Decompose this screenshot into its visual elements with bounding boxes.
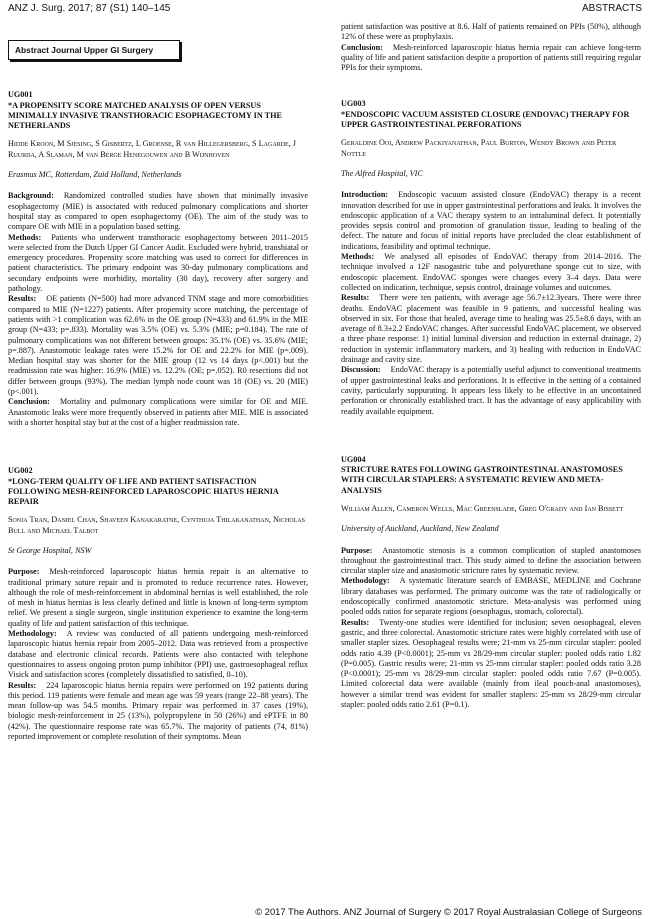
copyright-footer: © 2017 The Authors. ANZ Journal of Surgery © 2017 Royal Australasian College of Surgeons — [255, 906, 642, 917]
paragraph-label: Methods: — [341, 252, 375, 262]
left-column — [8, 40, 308, 762]
abstract-affiliation: The Alfred Hospital, VIC — [341, 168, 423, 178]
abstract-id: UG004 — [341, 454, 366, 464]
paragraph-label: Results: — [341, 293, 370, 303]
paragraph-label: Purpose: — [8, 567, 40, 577]
abstract-ug004 — [341, 455, 641, 711]
paragraph-text: Endoscopic vacuum assisted closure (EndoVAC) therapy is a recent innovation described for use in upper gastrointestinal perforations and leaks. It involves the endoscopic application of a VAC therapy system to an intraluminal defect. It potentially provides sepsis control and promotion of granulation tissue, leading to healing of the defect. The nature and focus of initial reports have precluded the clear establishment of indications, feasibility and optimal technique. — [341, 190, 641, 251]
abstract-id: UG003 — [341, 99, 366, 109]
section-title-box: Abstract Journal Upper GI Surgery — [8, 40, 180, 60]
paragraph-text: Mesh-reinforced laparoscopic hiatus hernia repair can achieve long-term quality of life and patient satisfaction despite a proportion of patients still requiring regular PPIs for their symptoms. — [341, 42, 641, 73]
paragraph-label: Purpose: — [341, 545, 373, 555]
abstract-ug001 — [8, 90, 308, 428]
paragraph-label: Conclusion: — [341, 42, 383, 52]
abstract-paragraph — [341, 190, 641, 252]
abstract-paragraph — [8, 567, 308, 629]
abstract-ug002-continued — [341, 22, 641, 73]
abstract-paragraph — [8, 191, 308, 232]
journal-section-title: ABSTRACTS — [581, 3, 642, 14]
abstract-ug003 — [341, 99, 641, 416]
paragraph-text: A review was conducted of all patients undergoing mesh-reinforced laparoscopic hiatus hernia repair from 2005–2012. Data was retrieved from a prospective database and electronic clinical records. Patients were also contacted with telephone questionnaires to assess ongoing proton pump inhibitor (PPI) use, gastroesophageal reflux Visick and satisfaction scores (completely dissatisfied to satisfied, 0–10). — [8, 629, 308, 680]
paragraph-text: Mortality and pulmonary complications were similar for OE and MIE. Anastomotic leaks were more frequently observed in patients after MIE. MIE is associated with a shorter hospital stay but at the cost of a higher readmission rate. — [8, 397, 308, 427]
paragraph-label: Results: — [341, 617, 370, 627]
abstract-id: UG001 — [8, 90, 33, 100]
paragraph-text: EndoVAC therapy is a potentially useful adjunct to conventional treatments of upper gastrointestinal leaks and perforations. It is effective in the setting of a contained cavity, particularly suppurating. It appears less likely to be effective in an uncontained perforation or chronically established tract. It has the advantage of easy applicability with readily available equipment. — [341, 365, 641, 416]
abstract-paragraph — [341, 252, 641, 293]
paragraph-text: A systematic literature search of EMBASE, MEDLINE and Cochrane library databases was performed. The primary outcome was the rate of radiologically or endoscopically confirmed anastomotic stricture. Meta-analysis was performed using pooled odds ratios for separate regions (oesophagus, stomach, colorectal). — [341, 576, 641, 617]
abstract-authors: Sonia Tran, Daniel Chan, Shaveen Kanakaratne, Cynthuja Thilakanathan, Nicholas Bull and Michael Talbot — [8, 515, 305, 535]
paragraph-label: Discussion: — [341, 365, 381, 375]
paragraph-label: Introduction: — [341, 190, 389, 200]
abstract-paragraph — [341, 576, 641, 617]
abstract-authors: Geraldine Ooi, Andrew Packiyanathan, Paul Burton, Wendy Brown and Peter Nottle — [341, 138, 617, 158]
paragraph-text: There were ten patients, with average age 56.7±12.3years. There were three deaths. EndoVAC placement was feasible in 9 patients, and successful healing was observed in six. For those that healed, average time to healing was 25.5±8.6 days, with an average of 8.3±2.2 EndoVAC changes. After successful EndoVAC placement, we observed a three phase response: 1) initial luminal diversion and reduction in external drainage, 2) reduction in systemic inflammatory markers, and 3) healing with reduction in EndoVAC drainage and cavity size. — [341, 293, 641, 365]
abstract-title: STRICTURE RATES FOLLOWING GASTROINTESTINAL ANASTOMOSES WITH CIRCULAR STAPLERS: A SYSTEMATIC REVIEW AND META-ANALYSIS — [341, 465, 623, 495]
abstract-paragraph — [8, 233, 308, 295]
paragraph-label: Results: — [8, 294, 37, 304]
abstract-paragraph — [341, 43, 641, 74]
abstract-affiliation: St George Hospital, NSW — [8, 545, 92, 555]
abstract-paragraph — [8, 294, 308, 397]
paragraph-text: 224 laparoscopic hiatus hernia repairs were performed on 192 patients during this period. 119 patients were female and mean age was 59 years (range 22–88 years). The mean follow-up was 54.5 months. Primary repair was performed in 37 cases (19%), biologic mesh-reinforcement in 25 (13%), polypropylene in 50 (26%) and ePTFE in 80 (42%). The questionnaire response rate was 65.7%. The majority of patients (74, 81%) reported improvement or complete resolution of their symptoms. Mean — [8, 680, 308, 742]
abstract-paragraph — [341, 22, 641, 43]
abstract-authors: Hidde Kroon, M Sjesing, S Gisbertz, L Groense, R van Hillegersberg, S Lagarde, J Ruurda, A Slaman, M van Berge Henegouwen and B Wijnhoven — [8, 139, 296, 159]
paragraph-label: Methods: — [8, 232, 42, 242]
paragraph-text: Patients who underwent transthoracic esophagectomy between 2011–2015 were selected from the Dutch Upper GI Cancer Audit. Excluded were hybrid, transhiatal or emergency procedures. Propensity score matching was used to correct for differences in patient characteristics. The primary endpoint was 30-day pulmonary complications and secondary endpoints were morbidity, mortality (30 day), recovery after surgery and pathology. — [8, 232, 308, 294]
abstract-paragraph — [8, 681, 308, 743]
abstract-paragraph — [341, 546, 641, 577]
abstract-paragraph — [8, 397, 308, 428]
paragraph-text: Randomized controlled studies have shown that minimally invasive esophagectomy (MIE) is associated with reduced pulmonary complications and shorter hospital stay as compared to open esophagectomy (OE). The aim of the study was to compare OE with MIE in a population based setting. — [8, 191, 308, 232]
paragraph-label: Background: — [8, 191, 54, 201]
paragraph-text: patient satisfaction was positive at 8.6. Half of patients remained on PPIs (50%), although 12% of these were as prophylaxis. — [341, 22, 641, 42]
abstract-authors: William Allen, Cameron Wells, Mac Greenslade, Greg O'grady and Ian Bissett — [341, 503, 624, 513]
journal-citation: ANZ J. Surg. 2017; 87 (S1) 140–145 — [8, 3, 171, 14]
paragraph-label: Methodology: — [341, 576, 390, 586]
paragraph-text: OE patients (N=500) had more advanced TNM stage and more comorbidities compared to MIE (N=1227) patients. After propensity score matching, the percentage of patients with >1 complication was 62.6% in the OE group (N=433) and 61.9% in the MIE group (N=433; p=.833). Mortality was 3.5% (OE) vs. 5.3% (MIE; p=0.184). The rate of pulmonary complications was not different between groups: 35.1% (OE) vs. 35.6% (MIE; p=.887). Anastomotic leakage rates were 15.2% for OE and 22.2% for MIE (p=.009). Median hospital stay was shorter for the MIE group (12 vs 14 days (p<.001) but the readmission rate was higher: 16.9% (MIE) vs. 12.2% (OE; p=.052). R0 resections did not differ between groups (93%). The median lymph node count was 18 (OE) vs. 20 (MIE) (p<.001). — [8, 294, 308, 397]
running-header — [8, 0, 642, 17]
abstract-title: *A PROPENSITY SCORE MATCHED ANALYSIS OF OPEN VERSUS MINIMALLY INVASIVE TRANSTHORACIC ESOPHAGECTOMY IN THE NETHERLANDS — [8, 100, 282, 131]
paragraph-label: Conclusion: — [8, 397, 50, 407]
paragraph-text: We analysed all episodes of EndoVAC therapy from 2014–2016. The technique involved a 12F nasogastric tube and polyurethane sponge cut to size, with endoscopic placement. EndoVAC sponges were changes every 3–4 days. Data were collected on indication, technique, sepsis control, drainage volumes and outcomes. — [341, 252, 641, 292]
abstract-title: *ENDOSCOPIC VACUUM ASSISTED CLOSURE (ENDOVAC) THERAPY FOR UPPER GASTROINTESTINAL PERFORATIONS — [341, 109, 630, 130]
paragraph-label: Results: — [8, 680, 37, 690]
paragraph-text: Mesh-reinforced laparoscopic hiatus hernia repair is an alternative to traditional primary suture repair and is promoted to reduce recurrence rates. However, although the role of mesh-reinforcement in abdominal hernias is well established, the role of mesh in hiatus hernias is less clearly defined and little is known of long-term symptom relief. We present a single surgeon, single institution experience to examine the long-term quality of life and patient satisfaction of this technique. — [8, 567, 308, 628]
abstract-title: *LONG-TERM QUALITY OF LIFE AND PATIENT SATISFACTION FOLLOWING MESH-REINFORCED LAPAROSCOPIC HIATUS HERNIA REPAIR — [8, 476, 279, 507]
abstract-paragraph — [341, 365, 641, 416]
abstract-ug002 — [8, 466, 308, 742]
paragraph-label: Methodology: — [8, 629, 57, 639]
abstract-paragraph — [341, 293, 641, 365]
abstract-affiliation: Erasmus MC, Rotterdam, Zuid Holland, Netherlands — [8, 170, 182, 180]
paragraph-text: Twenty-one studies were identified for inclusion; seven oesophageal, eleven gastric, and three colorectal. Anastomotic stricture rates were highly correlated with use of smaller stapler sizes. Oesophageal results were; 21-mm vs 25-mm circular stapler: pooled odds ratio 4.39 (P<0.0001); 25-mm vs 28/29-mm circular stapler: pooled odds ratio 1.82 (P=0.005). Gastric results were; 21-mm vs 25-mm circular stapler: pooled odds ratio 3.28 (P<0.0001); 25-mm vs 28/29-mm circular stapler: pooled odds ratio 7.67 (P=0.005). Limited colorectal data were available (mainly from ileal pouch-anal anastomoses), however a similar trend was evident for smaller staplers: 25-mm vs 28/29-mm circular stapler: pooled odds ratio 2.61 (P=0.1). — [341, 617, 641, 710]
abstract-id: UG002 — [8, 466, 33, 476]
abstract-paragraph — [8, 629, 308, 680]
abstract-affiliation: University of Auckland, Auckland, New Zealand — [341, 524, 499, 534]
abstract-paragraph — [341, 618, 641, 711]
right-column — [341, 22, 641, 730]
paragraph-text: Anastomotic stenosis is a common complication of stapled anastomoses throughout the gastrointestinal tract. This study aimed to define the association between circular stapler size and anastomotic stricture rates by systematic review. — [341, 545, 641, 576]
